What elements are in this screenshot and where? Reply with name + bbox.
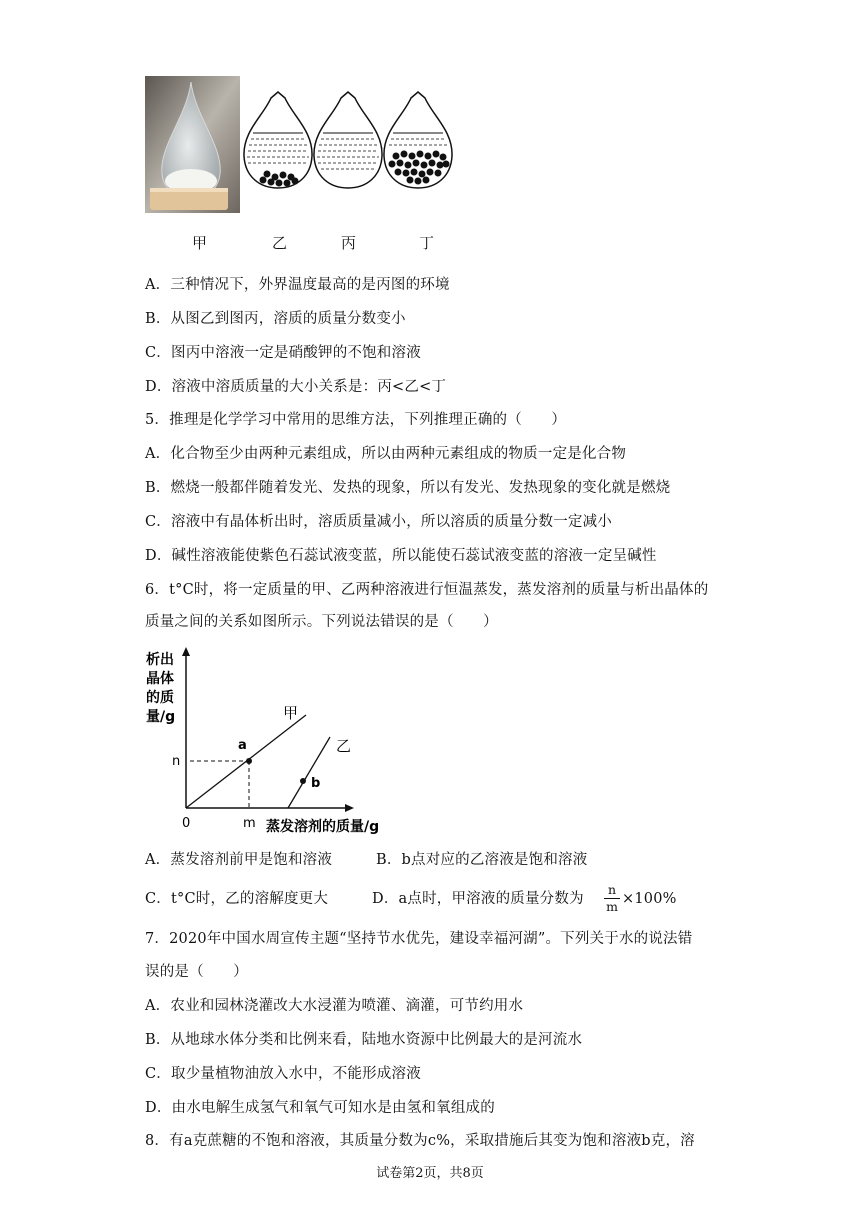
q7-option-c: C．取少量植物油放入水中，不能形成溶液 bbox=[145, 1066, 421, 1082]
ylabel-line-1: 析出 bbox=[146, 652, 174, 668]
q6-chart bbox=[140, 645, 400, 840]
ylabel-line-4: 量/g bbox=[146, 709, 176, 725]
xlabel: 蒸发溶剂的质量/g bbox=[266, 819, 380, 835]
page-footer: 试卷第2页，共8页 bbox=[376, 1166, 484, 1181]
q7-option-b: B．从地球水体分类和比例来看，陆地水资源中比例最大的是河流水 bbox=[145, 1032, 583, 1048]
q5-option-b: B．燃烧一般都伴随着发光、发热的现象，所以有发光、发热现象的变化就是燃烧 bbox=[145, 480, 671, 496]
q7-stem-line2: 误的是（ ） bbox=[145, 964, 248, 980]
x-axis-arrow bbox=[345, 804, 354, 812]
q6-option-d-prefix: D．a点时，甲溶液的质量分数为 bbox=[372, 891, 584, 907]
y-axis-arrow bbox=[182, 647, 190, 656]
q6-stem-line2: 质量之间的关系如图所示。下列说法错误的是（ ） bbox=[145, 614, 498, 630]
origin-label: 0 bbox=[182, 816, 191, 831]
series-label-yi: 乙 bbox=[336, 737, 352, 755]
storm-glass-illustration bbox=[145, 76, 465, 221]
y-tick-label-n: n bbox=[172, 754, 181, 769]
figure-label-ding: 丁 bbox=[419, 234, 435, 252]
point-a bbox=[246, 758, 252, 764]
q7-option-d: D．由水电解生成氢气和氧气可知水是由氢和氧组成的 bbox=[145, 1100, 495, 1116]
q5-option-a: A．化合物至少由两种元素组成，所以由两种元素组成的物质一定是化合物 bbox=[145, 446, 627, 462]
q4-option-b: B．从图乙到图丙，溶质的质量分数变小 bbox=[145, 311, 406, 327]
q8-stem-line1: 8．有a克蔗糖的不饱和溶液，其质量分数为c%，采取措施后其变为饱和溶液b克，溶 bbox=[145, 1133, 695, 1149]
q6-option-c: C．t°C时，乙的溶解度更大 bbox=[145, 891, 329, 907]
container-bing bbox=[314, 92, 382, 188]
ylabel-line-3: 的质 bbox=[146, 690, 174, 706]
q4-option-a: A．三种情况下，外界温度最高的是丙图的环境 bbox=[145, 277, 450, 293]
q6-option-d-fraction bbox=[604, 883, 620, 914]
point-label-a: a bbox=[238, 738, 247, 753]
x-tick-label-m: m bbox=[243, 816, 256, 831]
q6-stem-line1: 6．t°C时，将一定质量的甲、乙两种溶液进行恒温蒸发，蒸发溶剂的质量与析出晶体的 bbox=[145, 582, 709, 598]
figure-storm-glass bbox=[145, 76, 465, 221]
series-label-jia: 甲 bbox=[283, 704, 299, 722]
q6-option-a: A．蒸发溶剂前甲是饱和溶液 bbox=[145, 852, 333, 868]
q5-stem: 5．推理是化学学习中常用的思维方法，下列推理正确的（ ） bbox=[145, 412, 567, 428]
figure-label-jia: 甲 bbox=[192, 234, 208, 252]
q4-option-d: D．溶液中溶质质量的大小关系是：丙<乙<丁 bbox=[145, 379, 447, 395]
q5-option-d: D．碱性溶液能使紫色石蕊试液变蓝，所以能使石蕊试液变蓝的溶液一定呈碱性 bbox=[145, 548, 657, 564]
point-b bbox=[300, 778, 306, 784]
point-label-b: b bbox=[311, 776, 321, 791]
container-ding bbox=[384, 92, 452, 188]
q5-option-c: C．溶液中有晶体析出时，溶质质量减小，所以溶质的质量分数一定减小 bbox=[145, 514, 612, 530]
q7-option-a: A．农业和园林浇灌改大水浸灌为喷灌、滴灌，可节约用水 bbox=[145, 998, 524, 1014]
q6-option-d-suffix: ×100% bbox=[622, 891, 677, 907]
series-yi-line bbox=[288, 737, 330, 808]
q7-stem-line1: 7．2020年中国水周宣传主题“坚持节水优先，建设幸福河湖”。下列关于水的说法错 bbox=[145, 931, 693, 947]
fraction-numerator: n bbox=[607, 882, 617, 897]
q6-chart-svg bbox=[140, 645, 400, 840]
figure-label-yi: 乙 bbox=[272, 234, 288, 252]
container-yi bbox=[244, 92, 312, 188]
fraction-denominator: m bbox=[606, 899, 618, 914]
q4-option-c: C．图丙中溶液一定是硝酸钾的不饱和溶液 bbox=[145, 345, 421, 361]
figure-label-bing: 丙 bbox=[341, 234, 357, 252]
q6-option-b: B．b点对应的乙溶液是饱和溶液 bbox=[376, 852, 588, 868]
ylabel-line-2: 晶体 bbox=[146, 671, 174, 687]
